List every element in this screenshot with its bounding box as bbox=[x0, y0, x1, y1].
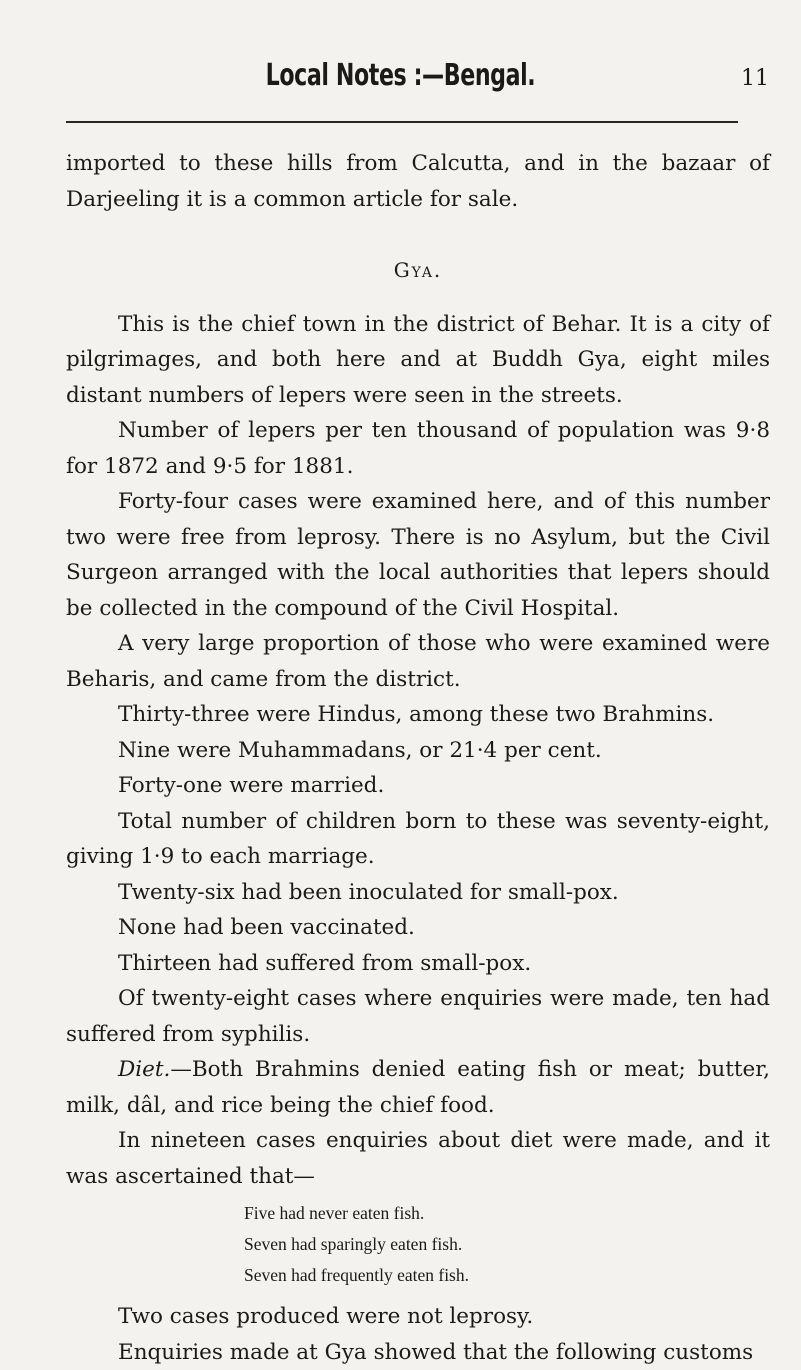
paragraph: Thirty-three were Hindus, among these two Brahmins. bbox=[66, 697, 770, 733]
page-number: 11 bbox=[741, 66, 769, 91]
paragraph: In nineteen cases enquiries about diet were made, and it was ascertained that— bbox=[66, 1123, 770, 1194]
paragraph: None had been vaccinated. bbox=[66, 910, 770, 946]
paragraph: A very large proportion of those who were examined were Beharis, and came from the district. bbox=[66, 626, 770, 697]
paragraph: Enquiries made at Gya showed that the following customs bbox=[66, 1335, 770, 1370]
paragraph bbox=[66, 1052, 770, 1123]
paragraph: Number of lepers per ten thousand of population was 9·8 for 1872 and 9·5 for 1881. bbox=[66, 413, 770, 484]
list-item: Seven had sparingly eaten fish. bbox=[244, 1229, 770, 1260]
body-text bbox=[66, 146, 770, 1370]
paragraph: Total number of children born to these was seventy-eight, giving 1·9 to each marriage. bbox=[66, 804, 770, 875]
running-head bbox=[0, 58, 801, 102]
paragraph: Thirteen had suffered from small-pox. bbox=[66, 946, 770, 982]
section-heading: Gya. bbox=[66, 253, 770, 289]
diet-list bbox=[66, 1198, 770, 1291]
paragraph: Forty-four cases were examined here, and of this number two were free from leprosy. There is no Asylum, but the Civil Surgeon arranged with the local authorities that lepers should be collected in the compound of the Civil Hospital. bbox=[66, 484, 770, 626]
list-item: Seven had frequently eaten fish. bbox=[244, 1260, 770, 1291]
list-item: Five had never eaten fish. bbox=[244, 1198, 770, 1229]
paragraph: Twenty-six had been inoculated for small-pox. bbox=[66, 875, 770, 911]
paragraph: This is the chief town in the district of Behar. It is a city of pilgrimages, and both here and at Buddh Gya, eight miles distant numbers of lepers were seen in the streets. bbox=[66, 307, 770, 414]
paragraph: imported to these hills from Calcutta, and in the bazaar of Darjeeling it is a common article for sale. bbox=[66, 146, 770, 217]
paragraph: Nine were Muhammadans, or 21·4 per cent. bbox=[66, 733, 770, 769]
paragraph: Forty-one were married. bbox=[66, 768, 770, 804]
header-rule bbox=[66, 121, 738, 123]
paragraph: Of twenty-eight cases where enquiries were made, ten had suffered from syphilis. bbox=[66, 981, 770, 1052]
running-title: Local Notes :—Bengal. bbox=[72, 58, 729, 93]
diet-label: Diet. bbox=[118, 1057, 170, 1082]
diet-text: —Both Brahmins denied eating fish or meat; butter, milk, dâl, and rice being the chief food. bbox=[66, 1057, 770, 1118]
paragraph: Two cases produced were not leprosy. bbox=[66, 1299, 770, 1335]
